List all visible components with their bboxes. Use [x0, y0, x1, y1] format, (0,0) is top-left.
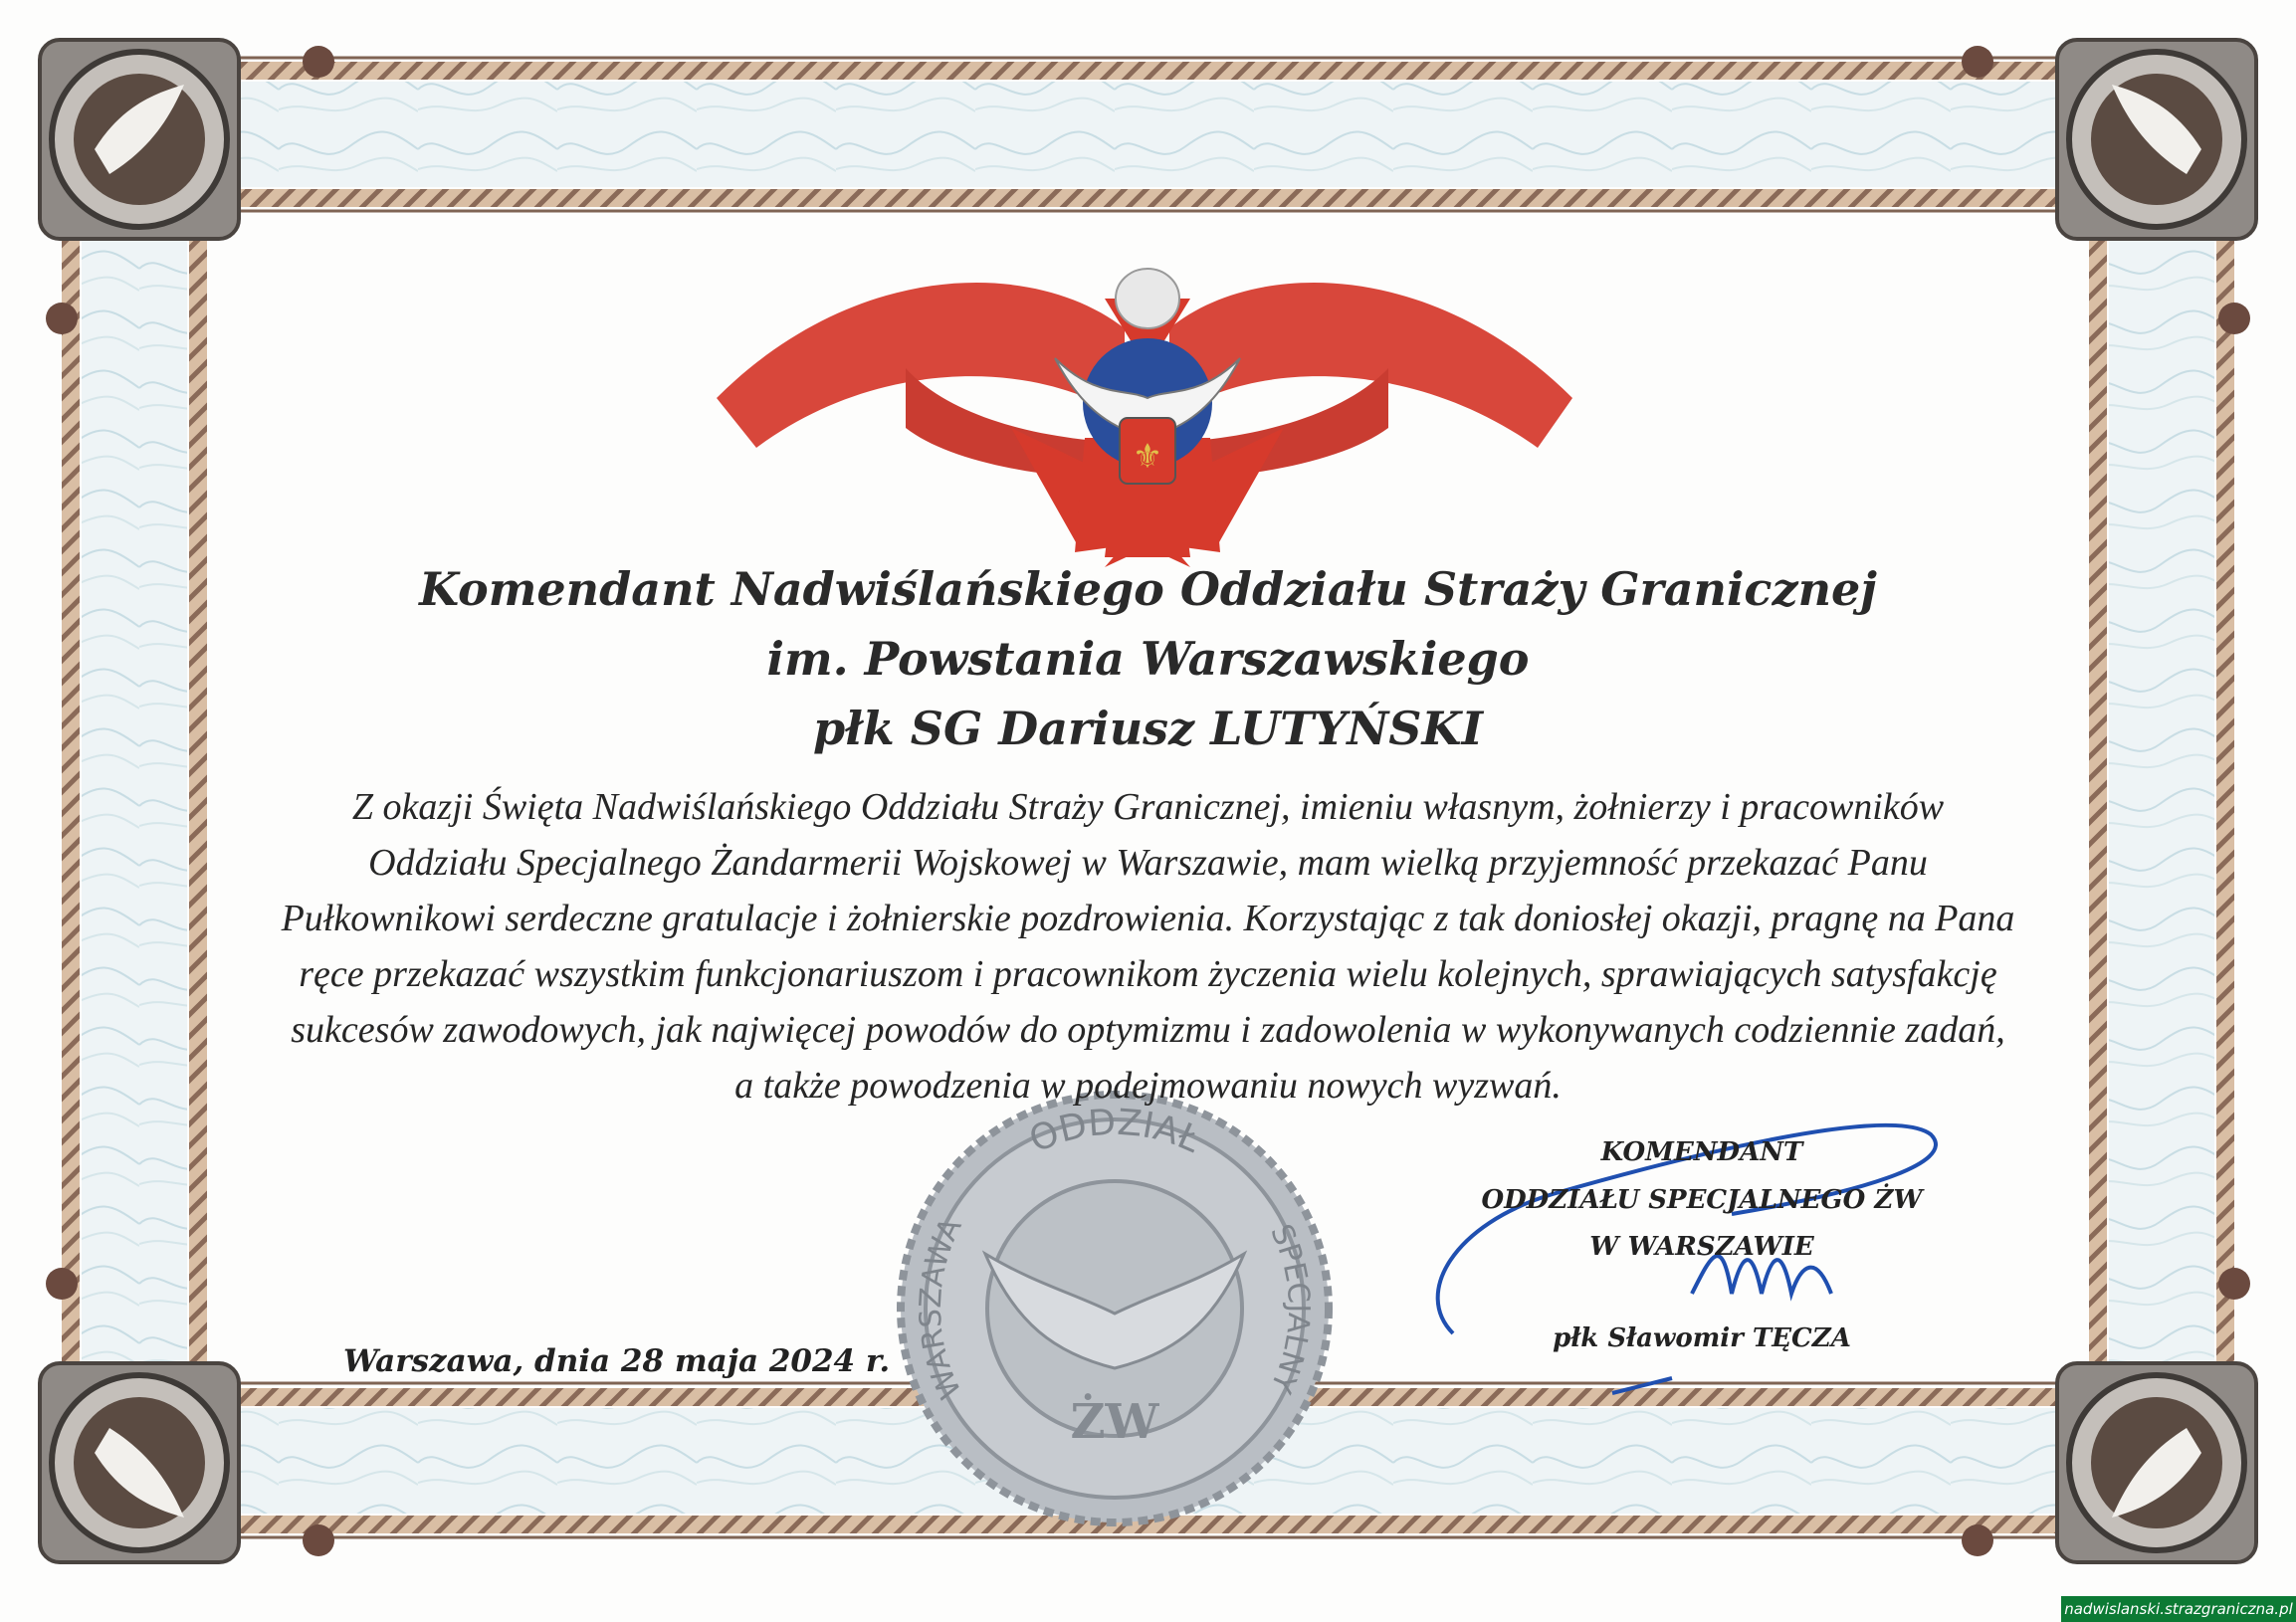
signature-title-3: W WARSZAWIE [1589, 1232, 1814, 1262]
svg-text:WARSZAWA [914, 1212, 969, 1404]
heading-line-1: Komendant Nadwiślańskiego Oddziału Straży Granicznej [419, 562, 1877, 616]
seal-text-top: ODDZIAŁ [1023, 1102, 1206, 1161]
date-line: Warszawa, dnia 28 maja 2024 r. [343, 1343, 891, 1379]
seal-monogram: ŻW [1070, 1394, 1159, 1450]
signature-title-2: ODDZIAŁU SPECJALNEGO ŻW [1481, 1185, 1923, 1215]
svg-text:SPECJALNY [1263, 1219, 1316, 1398]
body-line: Z okazji Święta Nadwiślańskiego Oddziału Straży Granicznej, imieniu własnym, żołnierzy i pracowników [351, 786, 1945, 828]
signature-name: płk Sławomir TĘCZA [1553, 1323, 1851, 1353]
body-text [249, 779, 2047, 1114]
heading-line-2: im. Powstania Warszawskiego [766, 632, 1530, 686]
seal-text [901, 1095, 1329, 1522]
source-label: nadwislanski.strazgraniczna.pl [2061, 1596, 2296, 1622]
seal-text-left: WARSZAWA [913, 1212, 969, 1404]
body-line: ręce przekazać wszystkim funkcjonariuszom i pracownikom życzenia wielu kolejnych, sprawiających satysfakcję [299, 953, 1997, 995]
signature-title-1: KOMENDANT [1600, 1137, 1803, 1167]
seal-text-right: SPECJALNY [1263, 1219, 1317, 1398]
body-line: Pułkownikowi serdeczne gratulacje i żołnierskie pozdrowienia. Korzystając z tak doniosłej okazji, pragnę na Pana [281, 898, 2015, 939]
body-line: sukcesów zawodowych, jak najwięcej powodów do optymizmu i zadowolenia w wykonywanych codziennie zadań, [291, 1009, 2005, 1051]
emblem [717, 269, 1572, 567]
svg-text:ODDZIAŁ [1024, 1103, 1207, 1162]
body-line: a także powodzenia w podejmowaniu nowych wyzwań. [734, 1065, 1562, 1107]
body-line: Oddziału Specjalnego Żandarmerii Wojskowej w Warszawie, mam wielką przyjemność przekazać Panu [368, 842, 1928, 884]
heading-line-3: płk SG Dariusz LUTYŃSKI [813, 702, 1483, 755]
svg-text:⚜: ⚜ [1132, 437, 1163, 477]
